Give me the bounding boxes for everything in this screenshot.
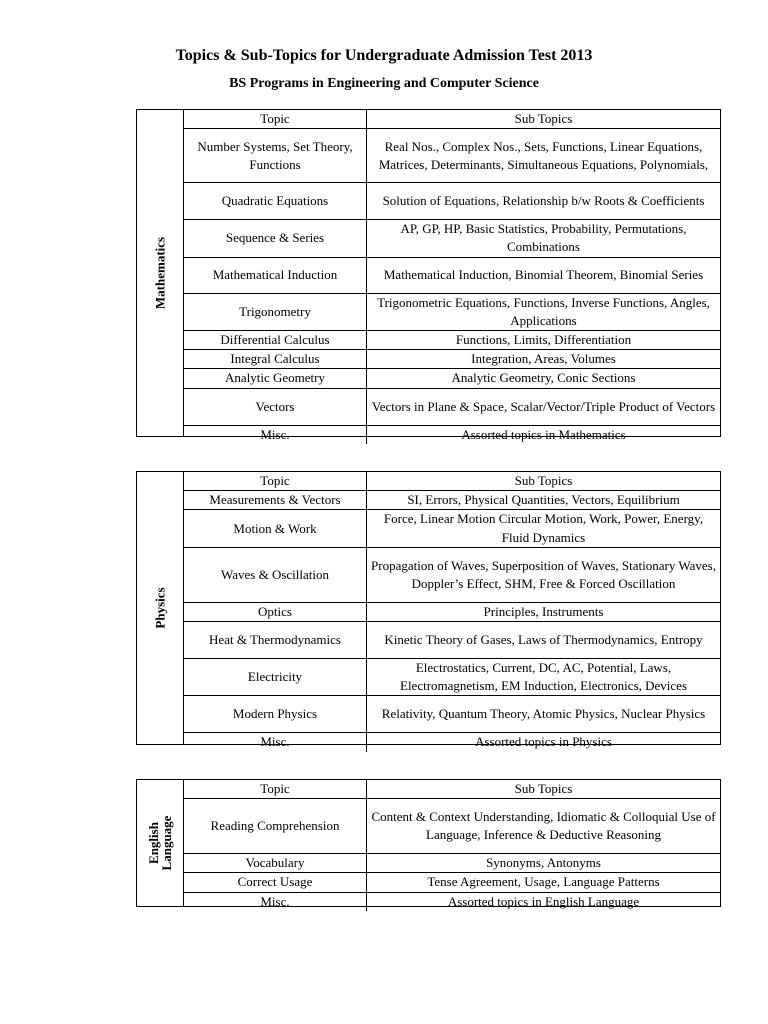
topic-cell: Misc. — [260, 426, 290, 442]
topic-cell: Waves & Oscillation — [184, 547, 367, 602]
table-row — [184, 129, 720, 183]
sub-topics-cell: Electrostatics, Current, DC, AC, Potential, Laws, Electromagnetism, EM Induction, Electronics, Devices — [367, 659, 721, 696]
sub-topics-cell: Vectors in Plane & Space, Scalar/Vector/Triple Product of Vectors — [367, 388, 721, 425]
sub-topics-cell: AP, GP, HP, Basic Statistics, Probability, Permutations, Combinations — [367, 220, 721, 257]
section-label-physics: Physics — [152, 587, 168, 629]
table-row — [184, 425, 720, 444]
topic-cell: Correct Usage — [184, 873, 367, 892]
table-row — [184, 799, 720, 854]
table-row — [184, 873, 720, 892]
table-row — [184, 696, 720, 733]
topic-cell: Modern Physics — [184, 696, 367, 733]
sub-topics-cell: Trigonometric Equations, Functions, Inverse Functions, Angles, Applications — [367, 293, 721, 330]
topic-cell: Misc. — [260, 734, 290, 750]
table-row — [184, 257, 720, 293]
sub-topics-cell: Assorted topics in English Language — [367, 892, 721, 911]
topic-cell: Reading Comprehension — [184, 799, 367, 854]
sub-topics-header: Sub Topics — [367, 110, 721, 129]
mathematics-table — [184, 110, 720, 444]
sub-topics-cell: Mathematical Induction, Binomial Theorem, Binomial Series — [367, 257, 721, 293]
topic-cell: Heat & Thermodynamics — [184, 622, 367, 659]
topic-cell: Optics — [184, 602, 367, 621]
table-row — [184, 602, 720, 621]
sub-topics-header: Sub Topics — [367, 472, 721, 491]
topic-cell: Quadratic Equations — [184, 183, 367, 220]
page-subtitle: BS Programs in Engineering and Computer Science — [229, 76, 539, 91]
table-row — [184, 854, 720, 873]
topic-cell: Measurements & Vectors — [184, 491, 367, 510]
sub-topics-cell: Principles, Instruments — [367, 602, 721, 621]
topic-header: Topic — [184, 472, 367, 491]
section-label-cell — [137, 780, 184, 906]
sub-topics-cell: Analytic Geometry, Conic Sections — [367, 369, 721, 388]
physics-section — [136, 471, 721, 750]
topic-header: Topic — [184, 780, 367, 799]
topic-cell: Vocabulary — [184, 854, 367, 873]
section-label-mathematics: Mathematics — [152, 236, 168, 310]
topic-header: Topic — [184, 110, 367, 129]
sub-topics-cell: Functions, Limits, Differentiation — [367, 331, 721, 350]
sub-topics-cell: Force, Linear Motion Circular Motion, Work, Power, Energy, Fluid Dynamics — [367, 510, 721, 547]
table-header-row — [184, 110, 720, 129]
topic-cell: Trigonometry — [184, 293, 367, 330]
topic-cell: Vectors — [184, 388, 367, 425]
table-row — [184, 350, 720, 369]
table-row — [184, 659, 720, 696]
table-row — [184, 491, 720, 510]
topic-cell: Number Systems, Set Theory, Functions — [184, 129, 367, 183]
section-label-english-language: English Language — [146, 815, 174, 871]
sub-topics-cell: Content & Context Understanding, Idiomatic & Colloquial Use of Language, Inference & Deductive Reasoning — [367, 799, 721, 854]
topic-cell: Sequence & Series — [184, 220, 367, 257]
table-row — [184, 892, 720, 911]
table-header-row — [184, 780, 720, 799]
sub-topics-cell: Solution of Equations, Relationship b/w Roots & Coefficients — [367, 183, 721, 220]
table-row — [184, 733, 720, 752]
topic-cell: Electricity — [184, 659, 367, 696]
sub-topics-cell: Real Nos., Complex Nos., Sets, Functions, Linear Equations, Matrices, Determinants, Simultaneous Equations, Polynomials, — [367, 129, 721, 183]
sub-topics-cell: Tense Agreement, Usage, Language Patterns — [367, 873, 721, 892]
english-language-table — [184, 780, 720, 911]
sub-topics-cell: SI, Errors, Physical Quantities, Vectors, Equilibrium — [367, 491, 721, 510]
topic-cell: Differential Calculus — [184, 331, 367, 350]
topic-cell: Motion & Work — [184, 510, 367, 547]
table-row — [184, 293, 720, 330]
topic-cell: Mathematical Induction — [184, 257, 367, 293]
sub-topics-cell: Integration, Areas, Volumes — [367, 350, 721, 369]
table-row — [184, 510, 720, 547]
sub-topics-cell: Kinetic Theory of Gases, Laws of Thermodynamics, Entropy — [367, 622, 721, 659]
sub-topics-cell: Propagation of Waves, Superposition of Waves, Stationary Waves, Doppler’s Effect, SHM, Free & Forced Oscillation — [367, 547, 721, 602]
english-language-section — [136, 779, 721, 907]
table-row — [184, 547, 720, 602]
sub-topics-cell: Assorted topics in Physics — [367, 733, 721, 752]
topic-cell: Integral Calculus — [184, 350, 367, 369]
topic-cell: Analytic Geometry — [184, 369, 367, 388]
table-row — [184, 622, 720, 659]
section-label-cell — [137, 472, 184, 744]
table-row — [184, 369, 720, 388]
physics-table — [184, 472, 720, 752]
topic-cell: Misc. — [260, 893, 290, 909]
sub-topics-cell: Relativity, Quantum Theory, Atomic Physics, Nuclear Physics — [367, 696, 721, 733]
mathematics-section — [136, 109, 721, 442]
sub-topics-header: Sub Topics — [367, 780, 721, 799]
table-header-row — [184, 472, 720, 491]
section-label-cell — [137, 110, 184, 436]
table-row — [184, 220, 720, 257]
table-row — [184, 183, 720, 220]
sub-topics-cell: Synonyms, Antonyms — [367, 854, 721, 873]
table-row — [184, 331, 720, 350]
sub-topics-cell: Assorted topics in Mathematics — [367, 425, 721, 444]
table-row — [184, 388, 720, 425]
page-title: Topics & Sub-Topics for Undergraduate Admission Test 2013 — [175, 47, 593, 64]
